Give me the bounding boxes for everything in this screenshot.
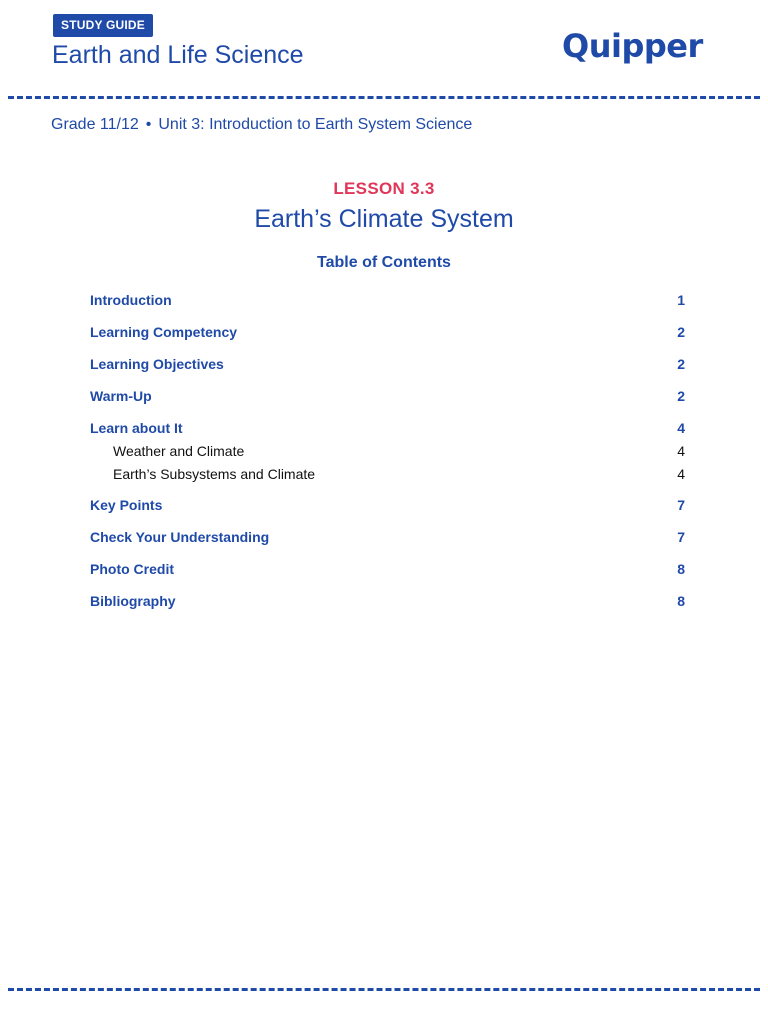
toc-item-label: Key Points	[90, 497, 163, 513]
toc-item-warm-up[interactable]	[90, 386, 685, 406]
toc-item-label: Learn about It	[90, 420, 183, 436]
toc-item-learning-competency[interactable]	[90, 322, 685, 342]
toc-item-label: Weather and Climate	[113, 443, 245, 459]
toc-item-page: 2	[677, 388, 685, 404]
toc-item-introduction[interactable]	[90, 290, 685, 310]
toc-item-page: 4	[677, 466, 685, 482]
page-header	[0, 0, 768, 96]
breadcrumb-grade: Grade 11/12	[51, 116, 139, 133]
toc-item-label: Earth’s Subsystems and Climate	[113, 466, 316, 482]
toc-item-key-points[interactable]	[90, 495, 685, 515]
toc-item-page: 8	[677, 561, 685, 577]
toc-item-page: 8	[677, 593, 685, 609]
breadcrumb	[51, 115, 472, 135]
toc-subitem-weather-and-climate[interactable]	[90, 441, 685, 461]
toc-item-learn-about-it[interactable]	[90, 418, 685, 438]
toc-item-page: 2	[677, 324, 685, 340]
toc-item-photo-credit[interactable]	[90, 559, 685, 579]
toc-item-label: Learning Competency	[90, 324, 238, 340]
lesson-title: Earth’s Climate System	[254, 205, 514, 233]
toc-item-check-your-understanding[interactable]	[90, 527, 685, 547]
footer-dashed-divider	[8, 988, 760, 991]
toc-item-page: 4	[677, 443, 685, 459]
toc-item-learning-objectives[interactable]	[90, 354, 685, 374]
toc-subitem-earths-subsystems[interactable]	[90, 464, 685, 484]
subject-title: Earth and Life Science	[52, 41, 304, 69]
toc-item-page: 1	[677, 292, 685, 308]
toc-item-label: Check Your Understanding	[90, 529, 270, 545]
toc-heading: Table of Contents	[317, 254, 451, 271]
toc-item-label: Warm-Up	[90, 388, 152, 404]
toc-item-page: 7	[677, 529, 685, 545]
lesson-number: LESSON 3.3	[333, 179, 435, 198]
toc-item-label: Introduction	[90, 292, 172, 308]
study-guide-badge: STUDY GUIDE	[53, 14, 153, 37]
toc-item-bibliography[interactable]	[90, 591, 685, 611]
toc-item-page: 4	[677, 420, 685, 436]
toc-item-label: Photo Credit	[90, 561, 174, 577]
breadcrumb-separator: •	[145, 116, 152, 133]
quipper-logo: Quipper	[562, 27, 703, 65]
toc-item-label: Learning Objectives	[90, 356, 224, 372]
toc-item-page: 2	[677, 356, 685, 372]
toc-item-label: Bibliography	[90, 593, 176, 609]
header-dashed-divider	[8, 96, 760, 99]
breadcrumb-unit: Unit 3: Introduction to Earth System Science	[158, 116, 473, 133]
toc-item-page: 7	[677, 497, 685, 513]
